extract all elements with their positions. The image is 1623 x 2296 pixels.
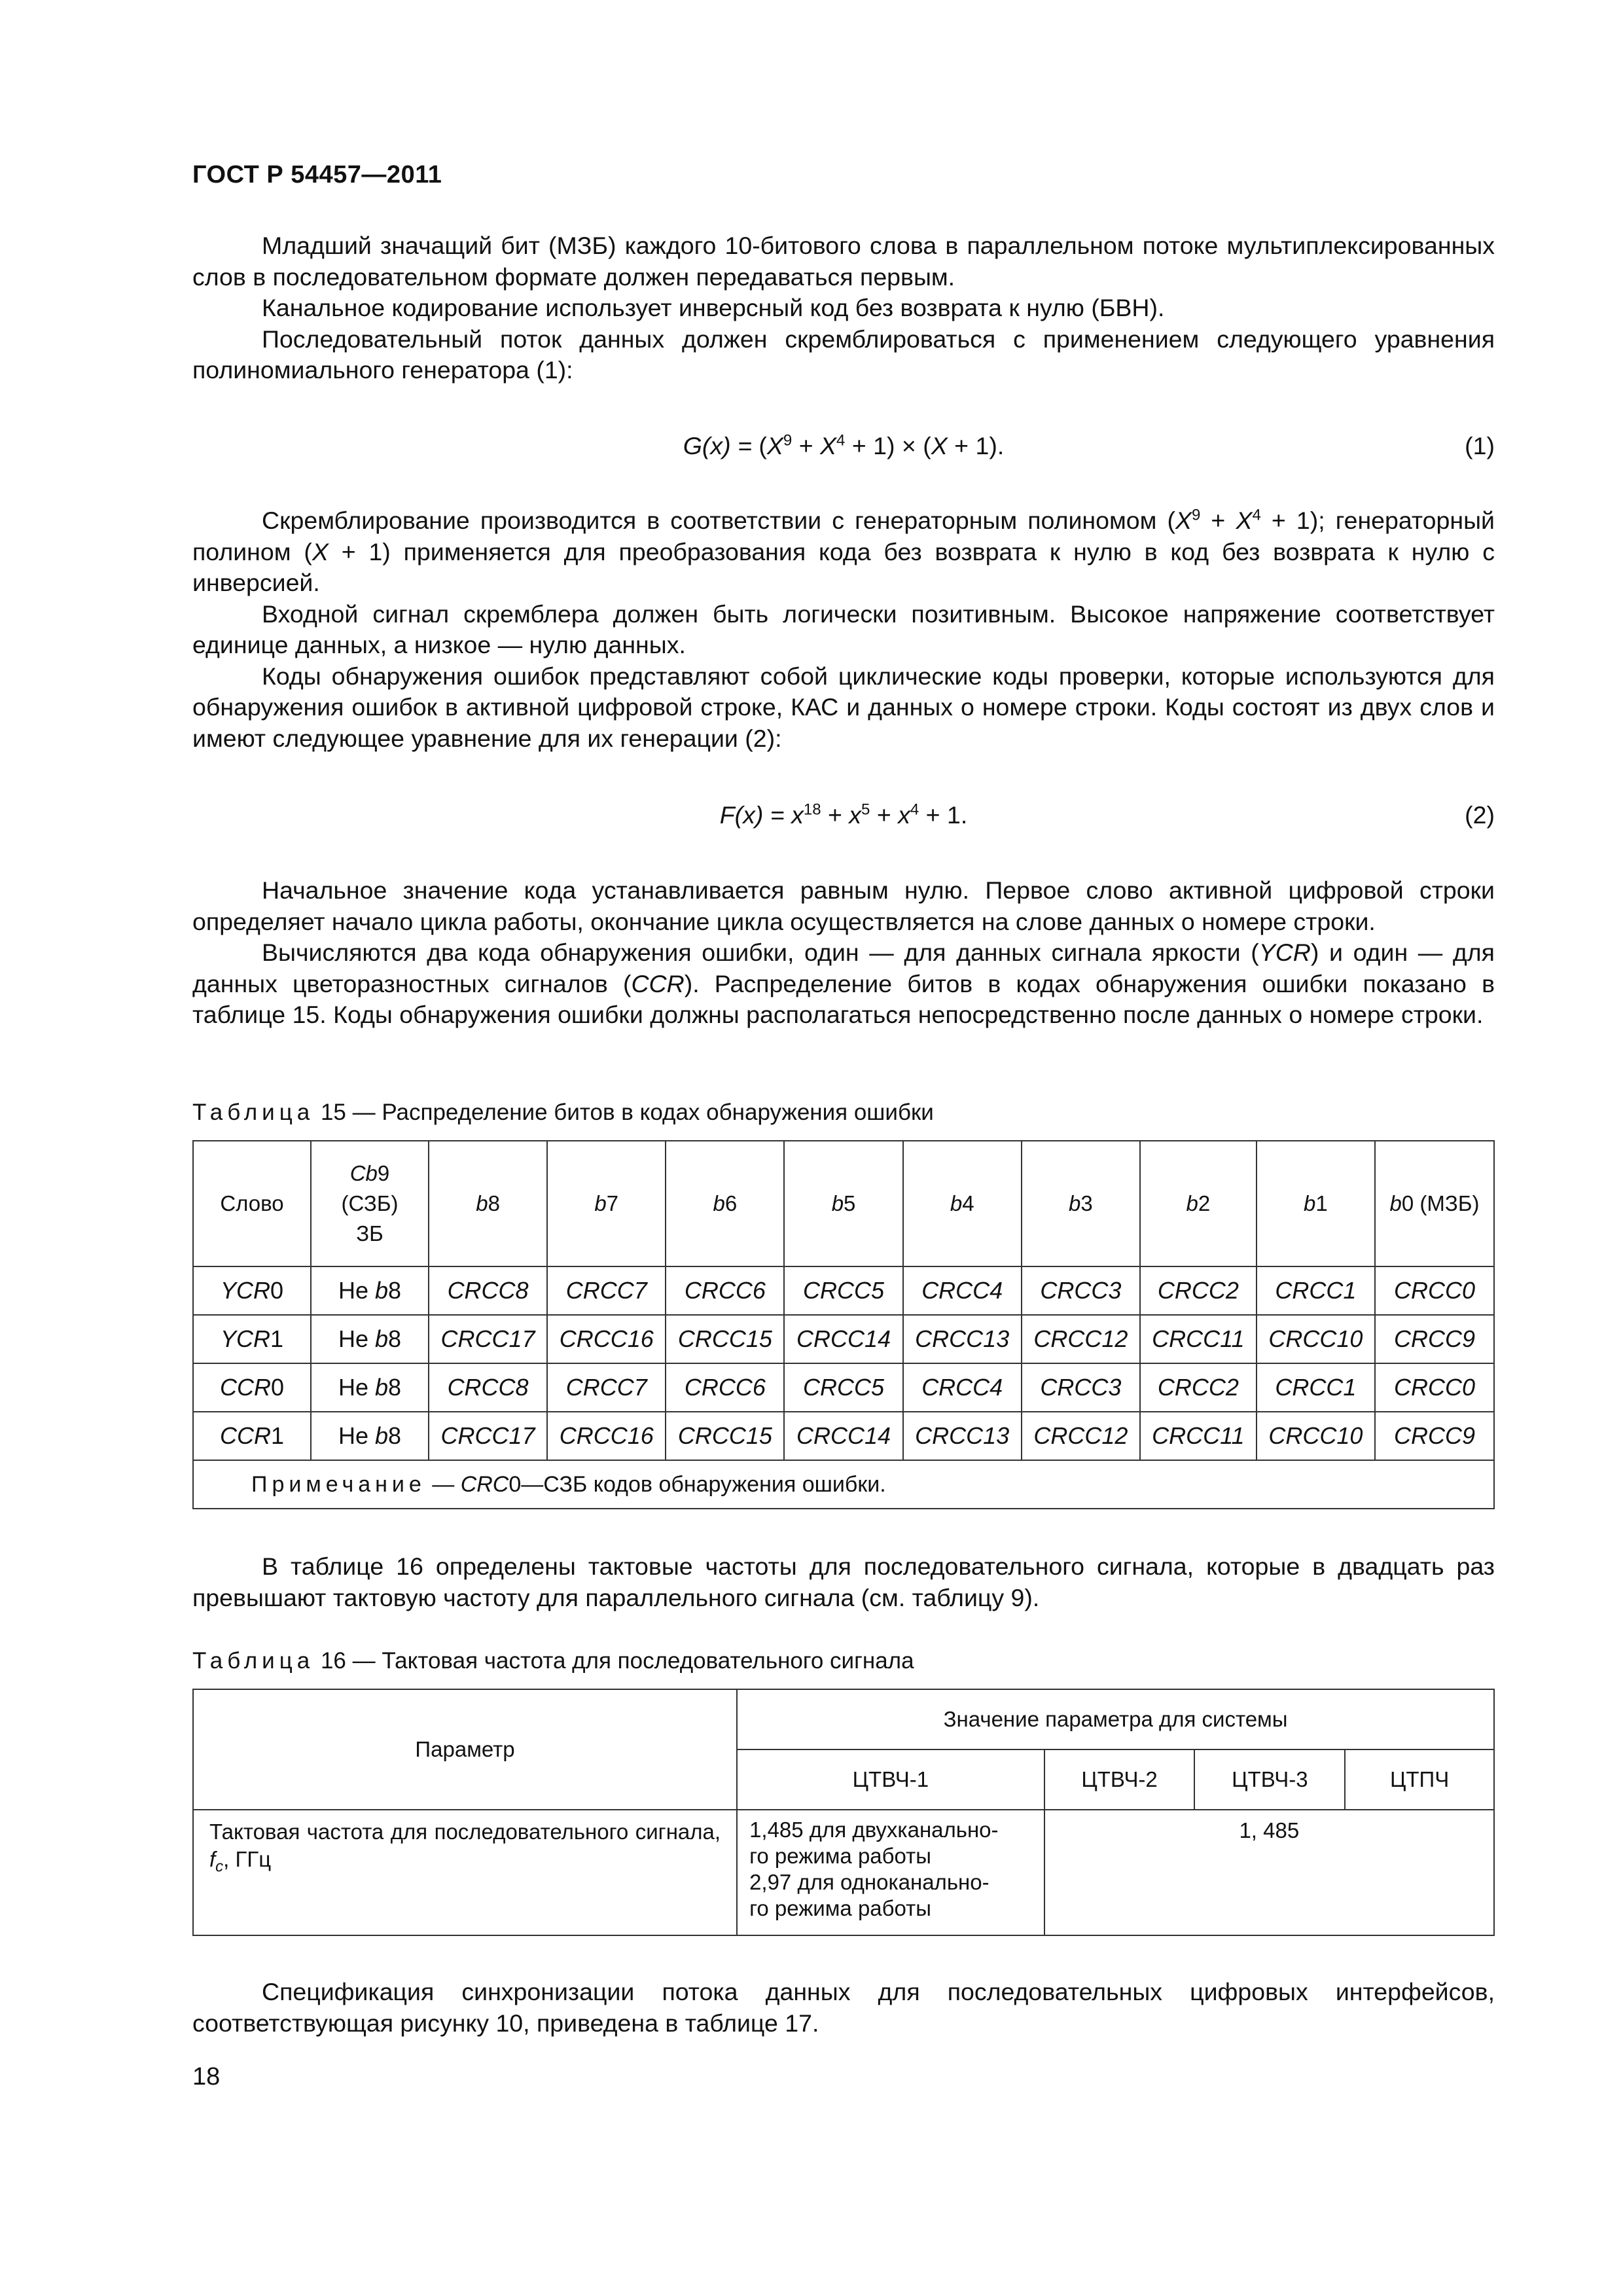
paragraph: Канальное кодирование использует инверсный код без возврата к нулю (БВН). (262, 294, 1165, 321)
table-cell: CRCC16 (547, 1315, 666, 1363)
value-cell-others: 1, 485 (1044, 1810, 1494, 1935)
header-word: Слово (193, 1141, 311, 1266)
table-cell: CRCC16 (547, 1412, 666, 1460)
table16-caption: Таблица 16 — Тактовая частота для последовательного сигнала (192, 1648, 914, 1674)
row-label: CCR1 (193, 1412, 311, 1460)
header-b6: b6 (666, 1141, 784, 1266)
formula-1 (192, 432, 1495, 465)
table-row (193, 1266, 1494, 1315)
table-cell: CRCC7 (547, 1363, 666, 1412)
header-b1: b1 (1257, 1141, 1375, 1266)
header-b7: b7 (547, 1141, 666, 1266)
header-system: ЦТПЧ (1345, 1749, 1494, 1810)
table-cell: CRCC13 (903, 1315, 1022, 1363)
table-cell: CRCC15 (666, 1412, 784, 1460)
table-cell: CRCC10 (1257, 1315, 1375, 1363)
row-label: YCR0 (193, 1266, 311, 1315)
header-system-value: Значение параметра для системы (737, 1689, 1494, 1749)
cb9-cell: Не b8 (311, 1315, 429, 1363)
paragraph: Вычисляются два кода обнаружения ошибки, один — для данных сигнала яркости (YCR) и один — для данных цветоразностных сигналов (CCR). Распределение битов в кодах обнаружения ошибки показано в таблице 15. Коды обнаружения ошибки должны располагаться непосредственно после данных о номере строки. (192, 939, 1495, 1028)
value-cell-ctvch1: 1,485 для двухканально- го режима работы 2,97 для одноканально- го режима работы (737, 1810, 1044, 1935)
table-cell: CRCC12 (1022, 1315, 1140, 1363)
table-cell: CRCC5 (784, 1266, 902, 1315)
table-cell: CRCC9 (1375, 1315, 1494, 1363)
paragraph: Младший значащий бит (МЗБ) каждого 10-битового слова в параллельном потоке мультиплексированных слов в последовательном формате должен передаваться первым. (192, 232, 1495, 291)
table-cell: CRCC17 (429, 1412, 547, 1460)
table-cell: CRCC6 (666, 1363, 784, 1412)
table-cell: CRCC17 (429, 1315, 547, 1363)
table-cell: CRCC3 (1022, 1363, 1140, 1412)
table-note: Примечание — CRC0—СЗБ кодов обнаружения ошибки. (193, 1460, 1494, 1509)
cb9-cell: Не b8 (311, 1363, 429, 1412)
parameter-cell: Тактовая частота для последовательного сигнала, $f_c$, ГГц (193, 1810, 737, 1935)
table-cell: CRCC14 (784, 1315, 902, 1363)
crc-text (192, 875, 1495, 1031)
table-header-row (193, 1141, 1494, 1266)
header-b0: b0 (МЗБ) (1375, 1141, 1494, 1266)
header-system: ЦТВЧ-3 (1194, 1749, 1345, 1810)
document-header: ГОСТ Р 54457—2011 (192, 161, 442, 188)
cb9-cell: Не b8 (311, 1266, 429, 1315)
table-row (193, 1315, 1494, 1363)
header-b2: b2 (1140, 1141, 1257, 1266)
formula-2 (192, 801, 1495, 834)
table-cell: CRCC9 (1375, 1412, 1494, 1460)
header-b8: b8 (429, 1141, 547, 1266)
header-b4: b4 (903, 1141, 1022, 1266)
table-cell: CRCC0 (1375, 1363, 1494, 1412)
row-label: CCR0 (193, 1363, 311, 1412)
paragraph: Скремблирование производится в соответствии с генераторным полиномом $(X^9 + X^4 + 1)$; генераторный полином (X + 1) применяется для преобразования кода без возврата к нулю в код без возврата к нулю с инверсией. (192, 506, 1495, 596)
table-cell: CRCC2 (1140, 1266, 1257, 1315)
table-cell: CRCC13 (903, 1412, 1022, 1460)
table-cell: CRCC11 (1140, 1315, 1257, 1363)
header-b3: b3 (1022, 1141, 1140, 1266)
header-b5: b5 (784, 1141, 902, 1266)
cb9-cell: Не b8 (311, 1412, 429, 1460)
table-15 (192, 1140, 1495, 1509)
table-note-row (193, 1460, 1494, 1509)
table-16 (192, 1689, 1495, 1936)
clock-text (192, 1551, 1495, 1613)
table15-caption: Таблица 15 — Распределение битов в кодах обнаружения ошибки (192, 1100, 934, 1125)
header-system: ЦТВЧ-2 (1044, 1749, 1195, 1810)
table-row (193, 1810, 1494, 1935)
table-cell: CRCC8 (429, 1363, 547, 1412)
paragraph: В таблице 16 определены тактовые частоты для последовательного сигнала, которые в двадцать раз превышают тактовую частоту для параллельного сигнала (см. таблицу 9). (192, 1552, 1495, 1611)
page-number: 18 (192, 2063, 221, 2090)
header-parameter: Параметр (193, 1689, 737, 1810)
table-cell: CRCC12 (1022, 1412, 1140, 1460)
table-cell: CRCC4 (903, 1363, 1022, 1412)
table-cell: CRCC11 (1140, 1412, 1257, 1460)
table-cell: CRCC1 (1257, 1363, 1375, 1412)
formula-number: (2) (1465, 801, 1495, 829)
formula-number: (1) (1465, 432, 1495, 459)
table-cell: CRCC15 (666, 1315, 784, 1363)
header-system: ЦТВЧ-1 (737, 1749, 1044, 1810)
paragraph: Спецификация синхронизации потока данных для последовательных цифровых интерфейсов, соответствующая рисунку 10, приведена в таблице 17. (192, 1978, 1495, 2037)
table-cell: CRCC14 (784, 1412, 902, 1460)
paragraph: Входной сигнал скремблера должен быть логически позитивным. Высокое напряжение соответствует единице данных, а низкое — нулю данных. (192, 600, 1495, 658)
row-label: YCR1 (193, 1315, 311, 1363)
table-cell: CRCC0 (1375, 1266, 1494, 1315)
table-cell: CRCC3 (1022, 1266, 1140, 1315)
table-cell: CRCC4 (903, 1266, 1022, 1315)
table-header-row (193, 1689, 1494, 1749)
scrambling-text (192, 505, 1495, 754)
table-cell: CRCC5 (784, 1363, 902, 1412)
table-cell: CRCC2 (1140, 1363, 1257, 1412)
table-cell: CRCC1 (1257, 1266, 1375, 1315)
formula-expression: $G(x) = (X^9 + X^4 + 1) \times (X + 1)$. (683, 431, 1005, 459)
table-cell: CRCC6 (666, 1266, 784, 1315)
paragraph: Последовательный поток данных должен скремблироваться с применением следующего уравнения полиномиального генератора (1): (192, 325, 1495, 384)
formula-expression: $F(x) = x^{18} + x^5 + x^4 + 1$. (719, 800, 968, 829)
table-cell: CRCC7 (547, 1266, 666, 1315)
sync-text (192, 1977, 1495, 2039)
paragraph: Коды обнаружения ошибок представляют собой циклические коды проверки, которые используются для обнаружения ошибок в активной цифровой строке, КАС и данных о номере строки. Коды состоят из двух слов и имеют следующее уравнение для их генерации (2): (192, 662, 1495, 752)
header-cb9: Cb9 (СЗБ) ЗБ (311, 1141, 429, 1266)
intro-text (192, 230, 1495, 386)
table-cell: CRCC10 (1257, 1412, 1375, 1460)
paragraph: Начальное значение кода устанавливается равным нулю. Первое слово активной цифровой строки определяет начало цикла работы, окончание цикла осуществляется на слове данных о номере строки. (192, 876, 1495, 935)
table-row (193, 1412, 1494, 1460)
table-cell: CRCC8 (429, 1266, 547, 1315)
table-row (193, 1363, 1494, 1412)
